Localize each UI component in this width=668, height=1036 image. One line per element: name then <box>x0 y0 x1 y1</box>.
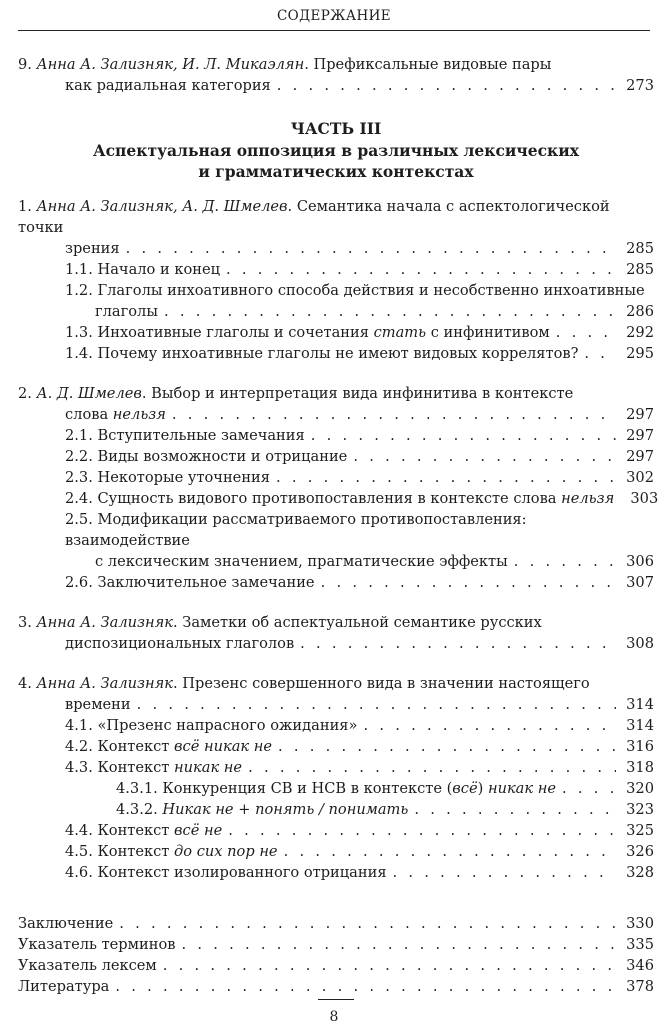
section-title: Начало и конец <box>97 261 220 278</box>
page-number: 297 <box>626 406 654 423</box>
leader-dots <box>353 446 616 467</box>
entry-title-cont: слова <box>65 406 109 423</box>
section-number: 4.5. <box>65 843 93 860</box>
table-of-contents <box>18 54 659 997</box>
section-title-italic: до сих пор не <box>174 843 278 860</box>
section-title-italic: всё не <box>174 822 223 839</box>
entry-authors: Анна А. Зализняк, А. Д. Шмелев <box>36 198 288 215</box>
section-title: Контекст <box>97 759 170 776</box>
back-title: Литература <box>18 978 110 995</box>
section-title-italic: нельзя <box>561 490 615 507</box>
entry-title-cont: времени <box>65 696 131 713</box>
page-number: 335 <box>626 936 654 953</box>
section-title: Почему инхоативные глаголы не имеют видовых коррелятов? <box>97 345 579 362</box>
section-title: Сущность видового противопоставления в контексте слова <box>97 490 557 507</box>
section-number: 2.4. <box>65 490 93 507</box>
section-number: 1.4. <box>65 345 93 362</box>
back-title: Указатель лексем <box>18 957 157 974</box>
toc-section-2-1[interactable] <box>18 425 654 446</box>
toc-section-1-2[interactable] <box>18 280 654 322</box>
section-title-italic-2: понять / понимать <box>255 801 409 818</box>
toc-back-references[interactable] <box>18 976 654 997</box>
section-number: 2.2. <box>65 448 93 465</box>
section-title-italic: всё никак не <box>174 738 273 755</box>
section-title-italic: Никак не <box>162 801 234 818</box>
toc-section-4-6[interactable] <box>18 862 654 883</box>
leader-dots <box>556 322 616 343</box>
page-number: 303 <box>630 490 659 507</box>
section-number: 2.3. <box>65 469 93 486</box>
part-title-line2: и грамматических контекстах <box>198 162 474 181</box>
toc-section-4-3[interactable] <box>18 757 654 778</box>
toc-section-4-4[interactable] <box>18 820 654 841</box>
page-number: 306 <box>626 553 654 570</box>
leader-dots <box>393 862 616 883</box>
toc-section-4-2[interactable] <box>18 736 654 757</box>
page-number: 314 <box>626 696 654 713</box>
entry-number: 1. <box>18 198 32 215</box>
running-head <box>18 8 650 31</box>
section-title-italic: всё <box>452 780 478 797</box>
leader-dots <box>248 757 616 778</box>
section-title: Модификации рассматриваемого противопоставления: взаимодействие <box>65 511 527 549</box>
toc-section-2-6[interactable] <box>18 572 654 593</box>
leader-dots <box>163 955 616 976</box>
leader-dots <box>164 301 616 322</box>
leader-dots <box>119 913 616 934</box>
page-number: 302 <box>626 469 654 486</box>
back-title: Указатель терминов <box>18 936 176 953</box>
toc-back-conclusion[interactable] <box>18 913 654 934</box>
page-number: 297 <box>626 448 654 465</box>
leader-dots <box>181 934 616 955</box>
entry-title: Семантика начала с аспектологической точки <box>18 198 610 236</box>
entry-title: Заметки об аспектуальной семантике русских <box>182 614 542 631</box>
section-title-italic-2: никак не <box>487 780 556 797</box>
page-number: 326 <box>626 843 654 860</box>
toc-section-4-1[interactable] <box>18 715 654 736</box>
page-number: 320 <box>626 780 654 797</box>
entry-title-cont: диспозициональных глаголов <box>65 635 295 652</box>
toc-chapter-2[interactable]: 2. А. Д. Шмелев. Выбор и интерпретация вида инфинитива в контексте слова нельзя . . . 297 <box>18 383 654 425</box>
section-title-cont: с лексическим значением, прагматические эффекты <box>95 553 508 570</box>
section-number: 4.3.1. <box>116 780 158 797</box>
section-number: 1.2. <box>65 282 93 299</box>
running-title: СОДЕРЖАНИЕ <box>276 8 392 24</box>
page-number: 378 <box>626 978 654 995</box>
entry-authors: Анна А. Зализняк, И. Л. Микаэлян <box>36 56 305 73</box>
section-title: Вступительные замечания <box>97 427 305 444</box>
section-title: Конкуренция СВ и НСВ в контексте ( <box>162 780 453 797</box>
leader-dots <box>228 820 616 841</box>
entry-title: Презенс совершенного вида в значении настоящего <box>182 675 590 692</box>
leader-dots <box>278 736 616 757</box>
section-number: 4.1. <box>65 717 93 734</box>
section-number: 2.5. <box>65 511 93 528</box>
entry-number: 4. <box>18 675 32 692</box>
section-title-italic: стать <box>373 324 427 341</box>
toc-section-4-3-1[interactable] <box>18 778 654 799</box>
entry-authors: А. Д. Шмелев <box>36 385 142 402</box>
section-title-italic: никак не <box>174 759 243 776</box>
toc-section-2-4[interactable] <box>18 488 659 509</box>
section-title: «Презенс напрасного ожидания» <box>97 717 358 734</box>
section-title-end: с инфинитивом <box>430 324 550 341</box>
section-title: Виды возможности и отрицание <box>97 448 348 465</box>
toc-back-lexeme-index[interactable] <box>18 955 654 976</box>
entry-title-cont: как радиальная категория <box>65 77 271 94</box>
leader-dots <box>363 715 616 736</box>
page-number: 273 <box>626 77 654 94</box>
leader-dots <box>300 633 616 654</box>
toc-section-4-3-2[interactable] <box>18 799 654 820</box>
page-number: 328 <box>626 864 654 881</box>
entry-title-cont: зрения <box>65 240 120 257</box>
leader-dots <box>414 799 616 820</box>
toc-entry-9[interactable]: 9. Анна А. Зализняк, И. Л. Микаэлян. Префиксальные видовые пары как радиальная категория . . . 273 <box>18 54 654 96</box>
section-number: 4.6. <box>65 864 93 881</box>
page-number: 346 <box>626 957 654 974</box>
section-title: Контекст изолированного отрицания <box>97 864 387 881</box>
page-number: 286 <box>626 303 654 320</box>
section-title: Контекст <box>97 843 170 860</box>
section-number: 2.1. <box>65 427 93 444</box>
toc-section-2-2[interactable] <box>18 446 654 467</box>
entry-title: Префиксальные видовые пары <box>313 56 552 73</box>
entry-title-italic: нельзя <box>112 406 166 423</box>
section-title: Некоторые уточнения <box>97 469 270 486</box>
part-heading <box>18 118 654 182</box>
footer-rule <box>318 999 354 1000</box>
page-number: 295 <box>626 345 654 362</box>
section-title-cont: глаголы <box>95 303 158 320</box>
toc-section-1-1[interactable] <box>18 259 654 280</box>
section-number: 2.6. <box>65 574 93 591</box>
section-number: 4.2. <box>65 738 93 755</box>
leader-dots <box>562 778 616 799</box>
section-number: 1.3. <box>65 324 93 341</box>
leader-dots <box>584 343 616 364</box>
page-number: 330 <box>626 915 654 932</box>
entry-number: 2. <box>18 385 32 402</box>
toc-chapter-1[interactable]: 1. Анна А. Зализняк, А. Д. Шмелев. Семантика начала с аспектологической точки зрения . . . 285 <box>18 196 654 259</box>
section-title: Контекст <box>97 822 170 839</box>
page-number: 285 <box>626 261 654 278</box>
leader-dots <box>115 976 616 997</box>
leader-dots <box>284 841 616 862</box>
page-number: 314 <box>626 717 654 734</box>
leader-dots <box>276 467 616 488</box>
toc-section-2-3[interactable] <box>18 467 654 488</box>
entry-authors: Анна А. Зализняк <box>36 614 173 631</box>
leader-dots <box>226 259 616 280</box>
page-number: 323 <box>626 801 654 818</box>
entry-number: 3. <box>18 614 32 631</box>
page-number: 307 <box>626 574 654 591</box>
part-label: ЧАСТЬ III <box>290 119 382 138</box>
entry-number: 9. <box>18 56 32 73</box>
section-title: Заключительное замечание <box>97 574 315 591</box>
leader-dots <box>514 551 616 572</box>
entry-authors: Анна А. Зализняк <box>36 675 173 692</box>
section-number: 1.1. <box>65 261 93 278</box>
entry-title: Выбор и интерпретация вида инфинитива в контексте <box>151 385 574 402</box>
leader-dots <box>126 238 616 259</box>
toc-section-4-5[interactable] <box>18 841 654 862</box>
toc-section-1-3[interactable] <box>18 322 654 343</box>
page-number: 318 <box>626 759 654 776</box>
toc-section-2-5[interactable] <box>18 509 654 572</box>
toc-section-1-4[interactable] <box>18 343 654 364</box>
page-number: 316 <box>626 738 654 755</box>
toc-back-term-index[interactable] <box>18 934 654 955</box>
page-number: 297 <box>626 427 654 444</box>
section-title: Инхоативные глаголы и сочетания <box>97 324 369 341</box>
folio-page-number: 8 <box>329 1009 339 1025</box>
section-title-paren: ) <box>477 780 484 797</box>
leader-dots <box>311 425 616 446</box>
leader-dots <box>277 75 616 96</box>
toc-chapter-3[interactable]: 3. Анна А. Зализняк. Заметки об аспектуальной семантике русских диспозициональных глаголов . . . 308 <box>18 612 654 654</box>
toc-chapter-4[interactable]: 4. Анна А. Зализняк. Презенс совершенного вида в значении настоящего времени . . . 314 <box>18 673 654 715</box>
leader-dots <box>137 694 616 715</box>
leader-dots <box>321 572 616 593</box>
page-number: 308 <box>626 635 654 652</box>
back-title: Заключение <box>18 915 114 932</box>
section-number: 4.4. <box>65 822 93 839</box>
section-title-plus: + <box>238 801 251 818</box>
page-number: 325 <box>626 822 654 839</box>
page-number: 285 <box>626 240 654 257</box>
leader-dots <box>172 404 616 425</box>
page-number: 292 <box>626 324 654 341</box>
section-title: Контекст <box>97 738 170 755</box>
section-number: 4.3. <box>65 759 93 776</box>
section-title: Глаголы инхоативного способа действия и несобственно инхоативные <box>97 282 645 299</box>
part-title-line1: Аспектуальная оппозиция в различных лексических <box>93 141 579 160</box>
section-number: 4.3.2. <box>116 801 158 818</box>
